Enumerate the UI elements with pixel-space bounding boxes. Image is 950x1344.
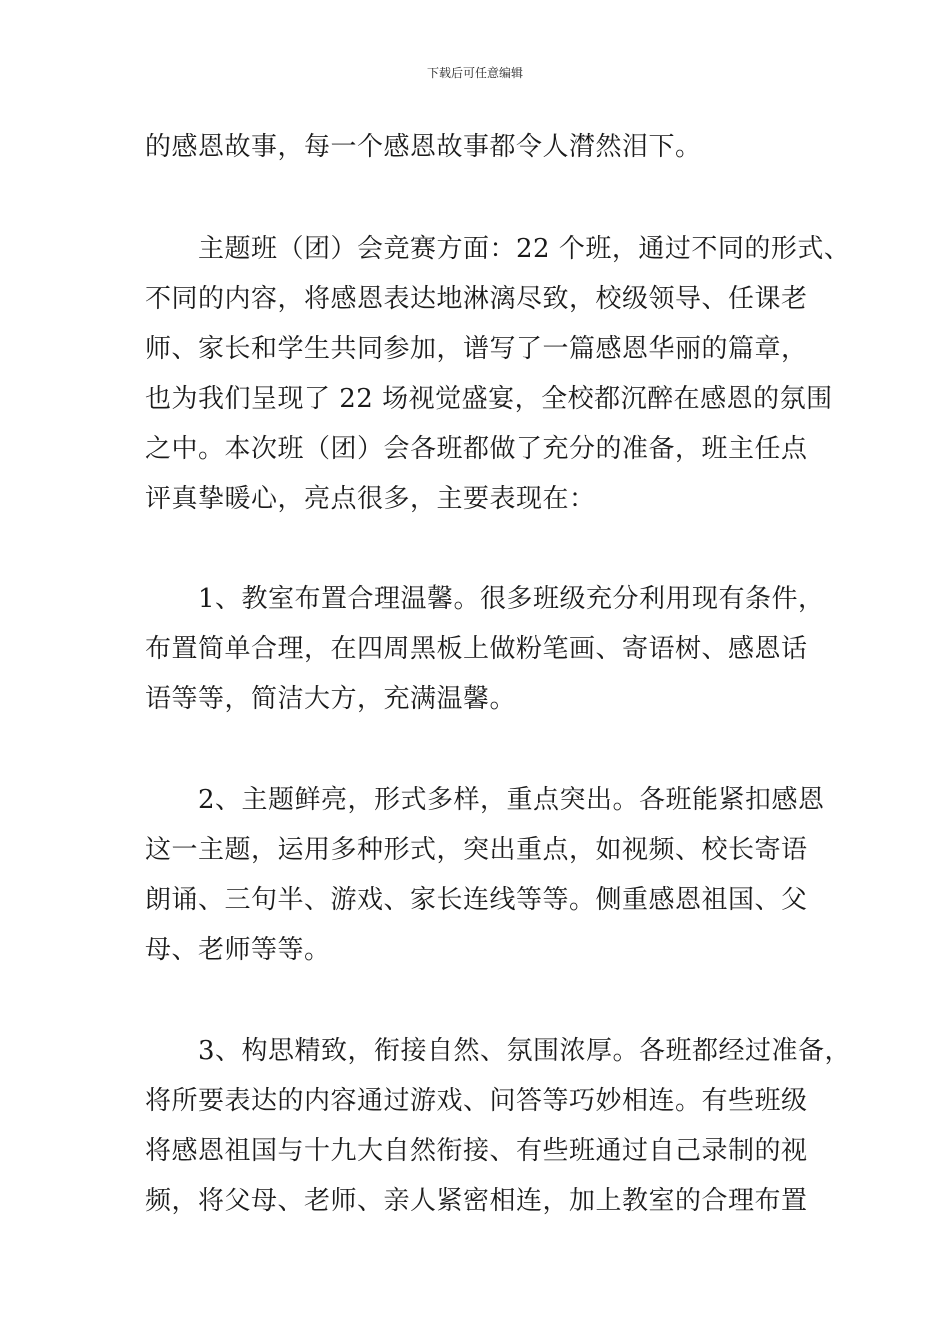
paragraph-line: 的感恩故事，每一个感恩故事都令人潸然泪下。 — [145, 132, 702, 162]
paragraph-line: 2、主题鲜亮，形式多样，重点突出。各班能紧扣感恩 — [145, 785, 825, 815]
paragraph-line: 母、老师等等。 — [145, 935, 331, 965]
paragraph-line: 将感恩祖国与十九大自然衔接、有些班通过自己录制的视 — [145, 1136, 808, 1166]
paragraph-line: 朗诵、三句半、游戏、家长连线等等。侧重感恩祖国、父 — [145, 885, 808, 915]
paragraph-line: 师、家长和学生共同参加，谱写了一篇感恩华丽的篇章， — [145, 334, 808, 364]
paragraph-line: 语等等，简洁大方，充满温馨。 — [145, 684, 517, 714]
paragraph-line: 也为我们呈现了 22 场视觉盛宴，全校都沉醉在感恩的氛围 — [145, 384, 833, 414]
paragraph-line: 这一主题，运用多种形式，突出重点，如视频、校长寄语 — [145, 835, 808, 865]
paragraph-line: 布置简单合理，在四周黑板上做粉笔画、寄语树、感恩话 — [145, 634, 808, 664]
paragraph-line: 不同的内容，将感恩表达地淋漓尽致，校级领导、任课老 — [145, 284, 808, 314]
paragraph-line: 主题班（团）会竞赛方面：22 个班，通过不同的形式、 — [145, 234, 851, 264]
page-header: 下载后可任意编辑 — [426, 66, 523, 80]
paragraph-line: 评真挚暖心，亮点很多，主要表现在： — [145, 484, 596, 514]
paragraph-line: 3、构思精致，衔接自然、氛围浓厚。各班都经过准备， — [145, 1036, 852, 1066]
paragraph-line: 频，将父母、老师、亲人紧密相连，加上教室的合理布置 — [145, 1186, 808, 1216]
paragraph-line: 将所要表达的内容通过游戏、问答等巧妙相连。有些班级 — [145, 1086, 808, 1116]
paragraph-line: 之中。本次班（团）会各班都做了充分的准备，班主任点 — [145, 434, 808, 464]
paragraph-line: 1、教室布置合理温馨。很多班级充分利用现有条件， — [145, 584, 825, 614]
